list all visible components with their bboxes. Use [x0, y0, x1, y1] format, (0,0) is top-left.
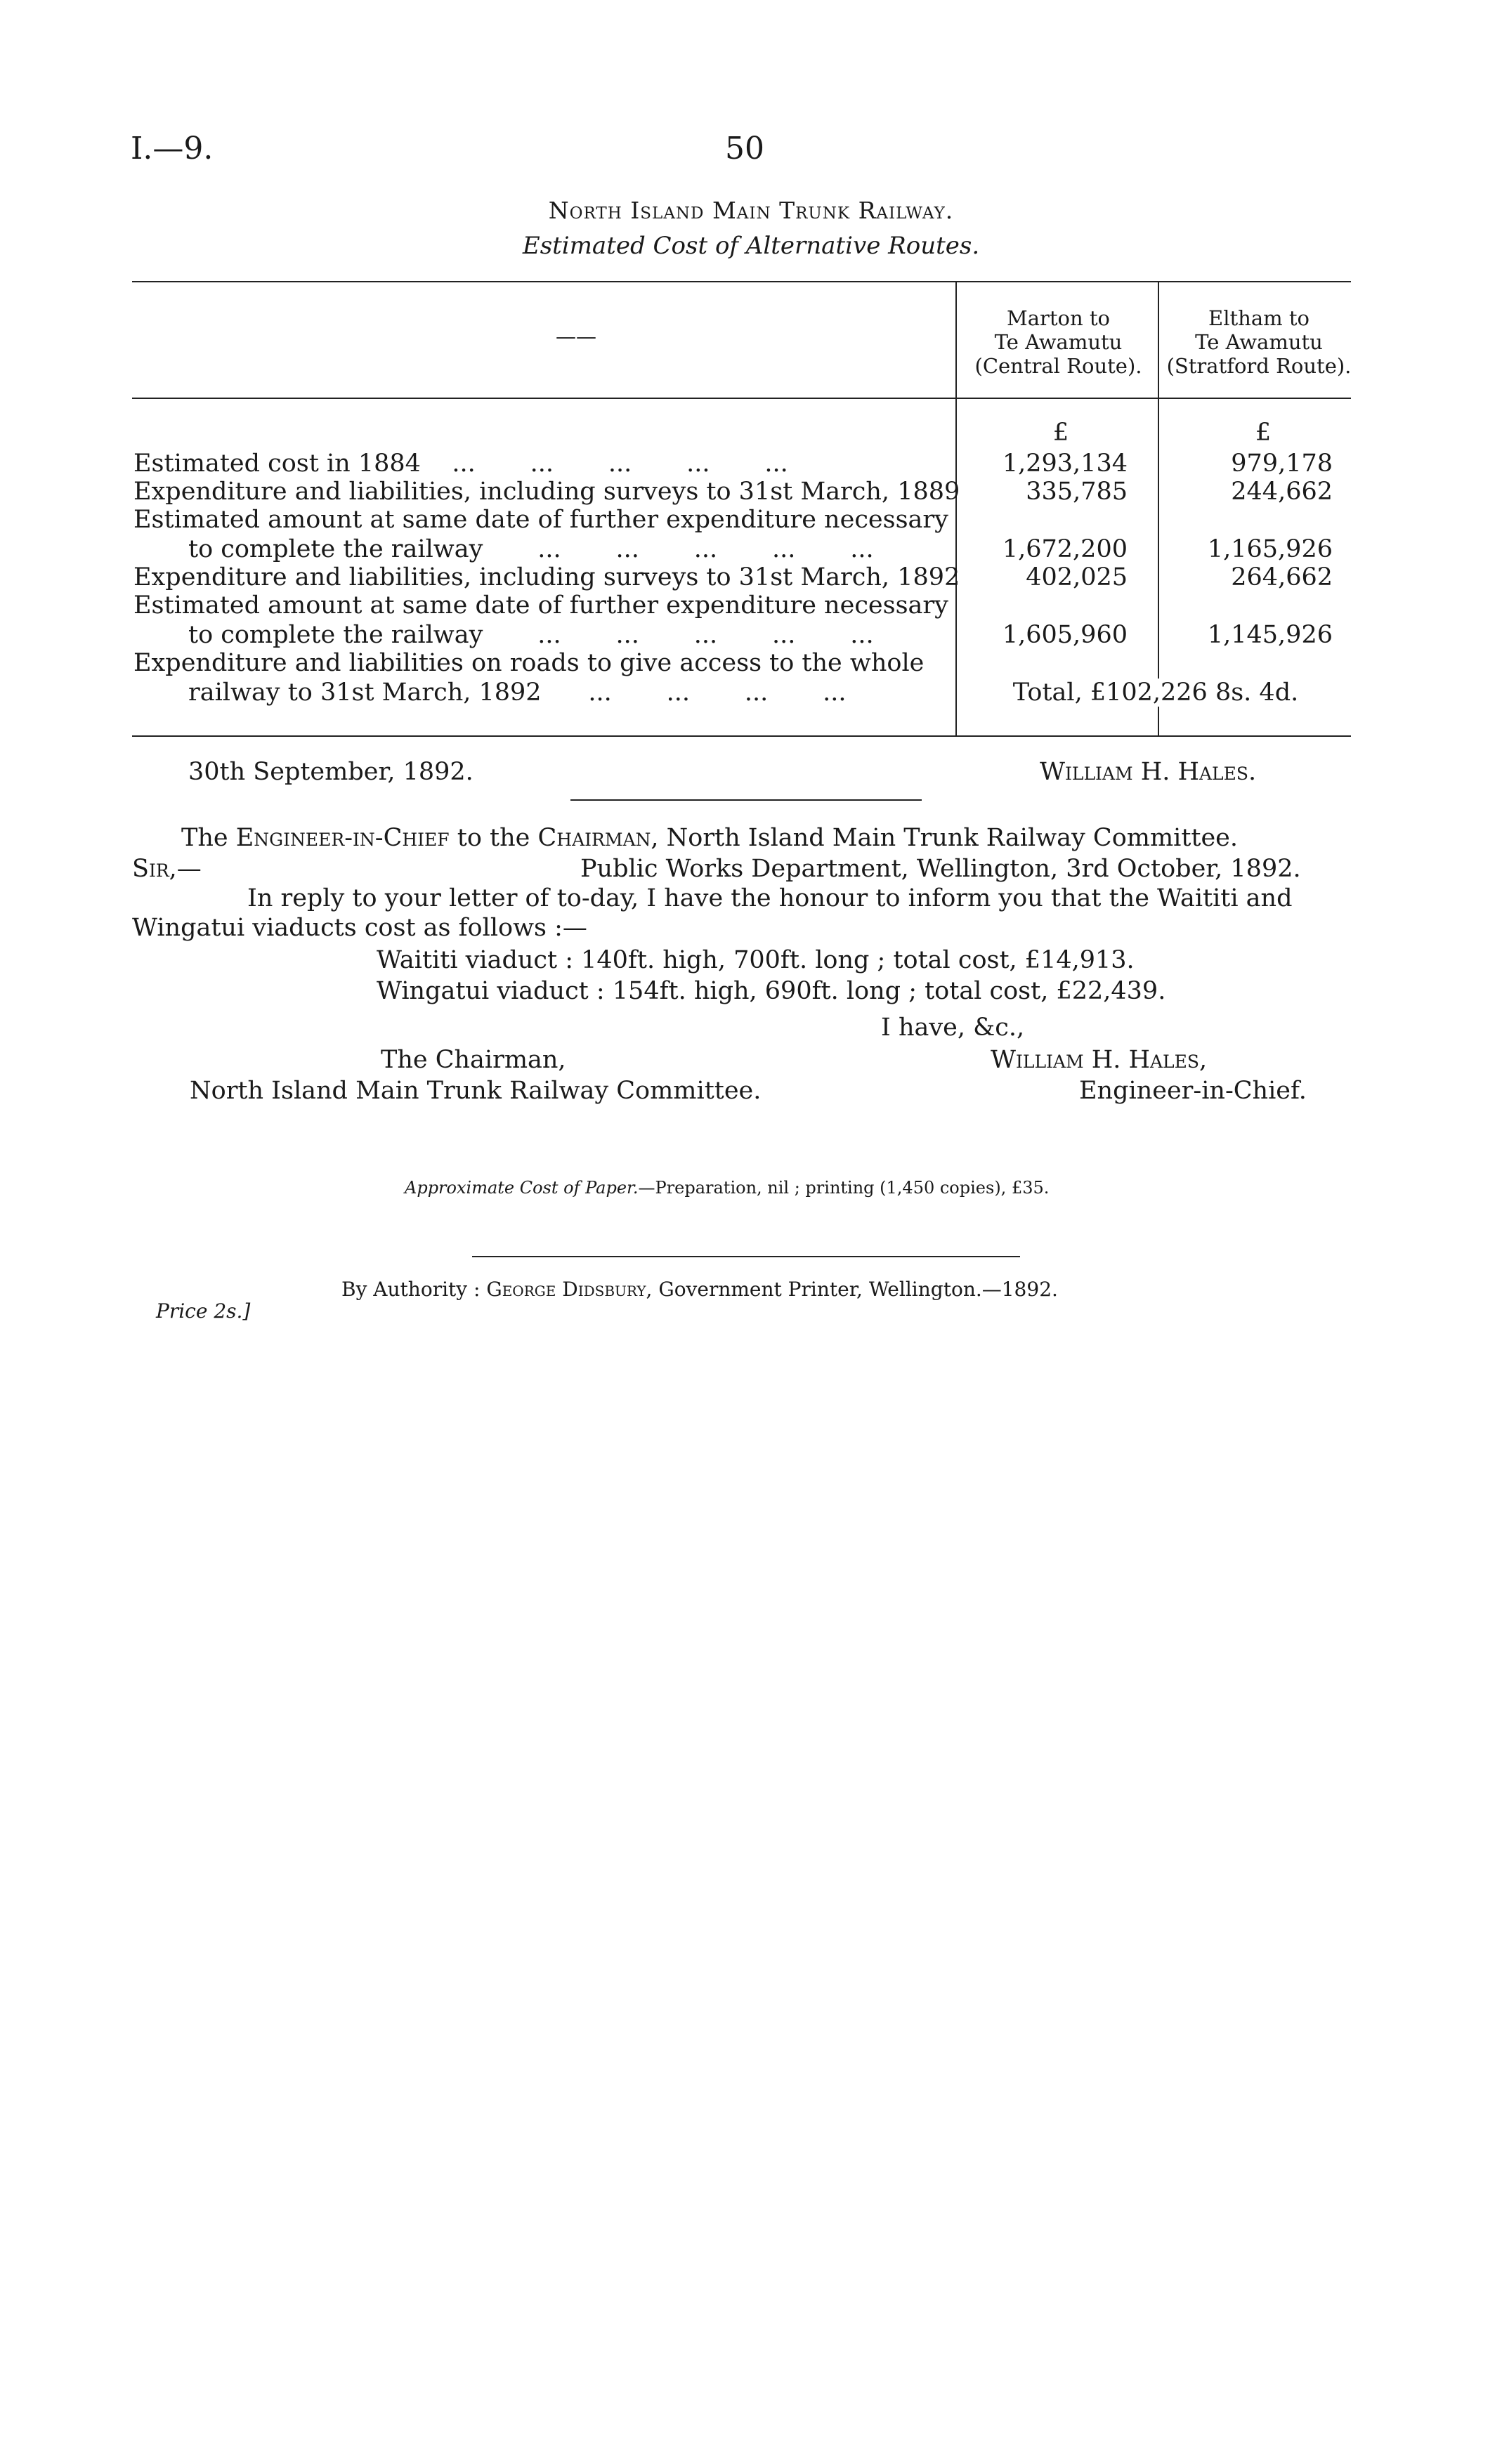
table-column-rule-1: [955, 281, 957, 735]
table-column-rule-2: [1158, 281, 1159, 735]
table-header-rule: [132, 398, 1351, 399]
row-label: Estimated amount at same date of further expenditure necessary: [133, 506, 948, 534]
row-label-continued: railway to 31st March, 1892 ... ... ... ...: [188, 679, 847, 707]
value-central: 402,025: [1026, 563, 1128, 591]
viaduct-item: Waititi viaduct : 140ft. high, 700ft. long ; total cost, £14,913.: [377, 946, 1135, 974]
letter-salutation: Sir,—: [132, 855, 202, 883]
signer-name: William H. Hales,: [991, 1046, 1208, 1074]
value-stratford: 1,145,926: [1207, 621, 1333, 649]
price-note: Price 2s.]: [156, 1299, 251, 1323]
currency-symbol: £: [1255, 419, 1272, 447]
document-reference: I.—9.: [131, 131, 214, 166]
table-bottom-rule: [132, 735, 1351, 737]
viaduct-item: Wingatui viaduct : 154ft. high, 690ft. long ; total cost, £22,439.: [377, 977, 1166, 1005]
total-value: Total, £102,226 8s. 4d.: [959, 679, 1352, 707]
addressee-line: North Island Main Trunk Railway Committee.: [190, 1077, 762, 1105]
row-label: Expenditure and liabilities on roads to give access to the whole: [133, 649, 925, 677]
addressee-line: The Chairman,: [381, 1046, 566, 1074]
letter-body-line: Wingatui viaducts cost as follows :—: [132, 914, 587, 942]
cost-of-paper-note: Approximate Cost of Paper.—Preparation, nil ; printing (1,450 copies), £35.: [405, 1178, 1050, 1198]
row-label-continued: to complete the railway ... ... ... ... ...: [188, 535, 874, 563]
row-label: Expenditure and liabilities, including surveys to 31st March, 1889: [133, 478, 960, 506]
signer-title: Engineer-in-Chief.: [1079, 1077, 1307, 1105]
value-stratford: 979,178: [1231, 450, 1333, 478]
row-label: Estimated amount at same date of further expenditure necessary: [133, 591, 948, 620]
value-central: 1,605,960: [1002, 621, 1128, 649]
document-title: North Island Main Trunk Railway.: [548, 197, 954, 224]
report-signature: William H. Hales.: [1040, 758, 1257, 786]
footer-divider: [472, 1256, 1020, 1257]
value-stratford: 264,662: [1231, 563, 1333, 591]
letter-place-date: Public Works Department, Wellington, 3rd October, 1892.: [580, 855, 1301, 883]
table-top-rule: [132, 281, 1351, 282]
row-label-continued: to complete the railway ... ... ... ... ...: [188, 621, 874, 649]
value-stratford: 244,662: [1231, 478, 1333, 506]
printer-authority: By Authority : George Didsbury, Government Printer, Wellington.—1892.: [341, 1278, 1058, 1301]
letter-closing: I have, &c.,: [881, 1014, 1025, 1042]
document-subtitle: Estimated Cost of Alternative Routes.: [522, 232, 980, 260]
report-date: 30th September, 1892.: [188, 758, 474, 786]
value-central: 335,785: [1026, 478, 1128, 506]
value-central: 1,672,200: [1002, 535, 1128, 563]
section-divider: [570, 799, 922, 801]
row-label: Estimated cost in 1884 ... ... ... ... ...: [133, 450, 788, 478]
stub-header: ——: [556, 325, 596, 348]
page-number: 50: [725, 131, 764, 166]
row-label: Expenditure and liabilities, including surveys to 31st March, 1892: [133, 563, 960, 591]
currency-symbol: £: [1052, 419, 1069, 447]
letter-body-line: In reply to your letter of to-day, I have the honour to inform you that the Waititi and: [247, 884, 1293, 912]
value-central: 1,293,134: [1002, 450, 1128, 478]
letter-heading: The Engineer-in-Chief to the Chairman, North Island Main Trunk Railway Committee.: [181, 824, 1239, 852]
value-stratford: 1,165,926: [1207, 535, 1333, 563]
